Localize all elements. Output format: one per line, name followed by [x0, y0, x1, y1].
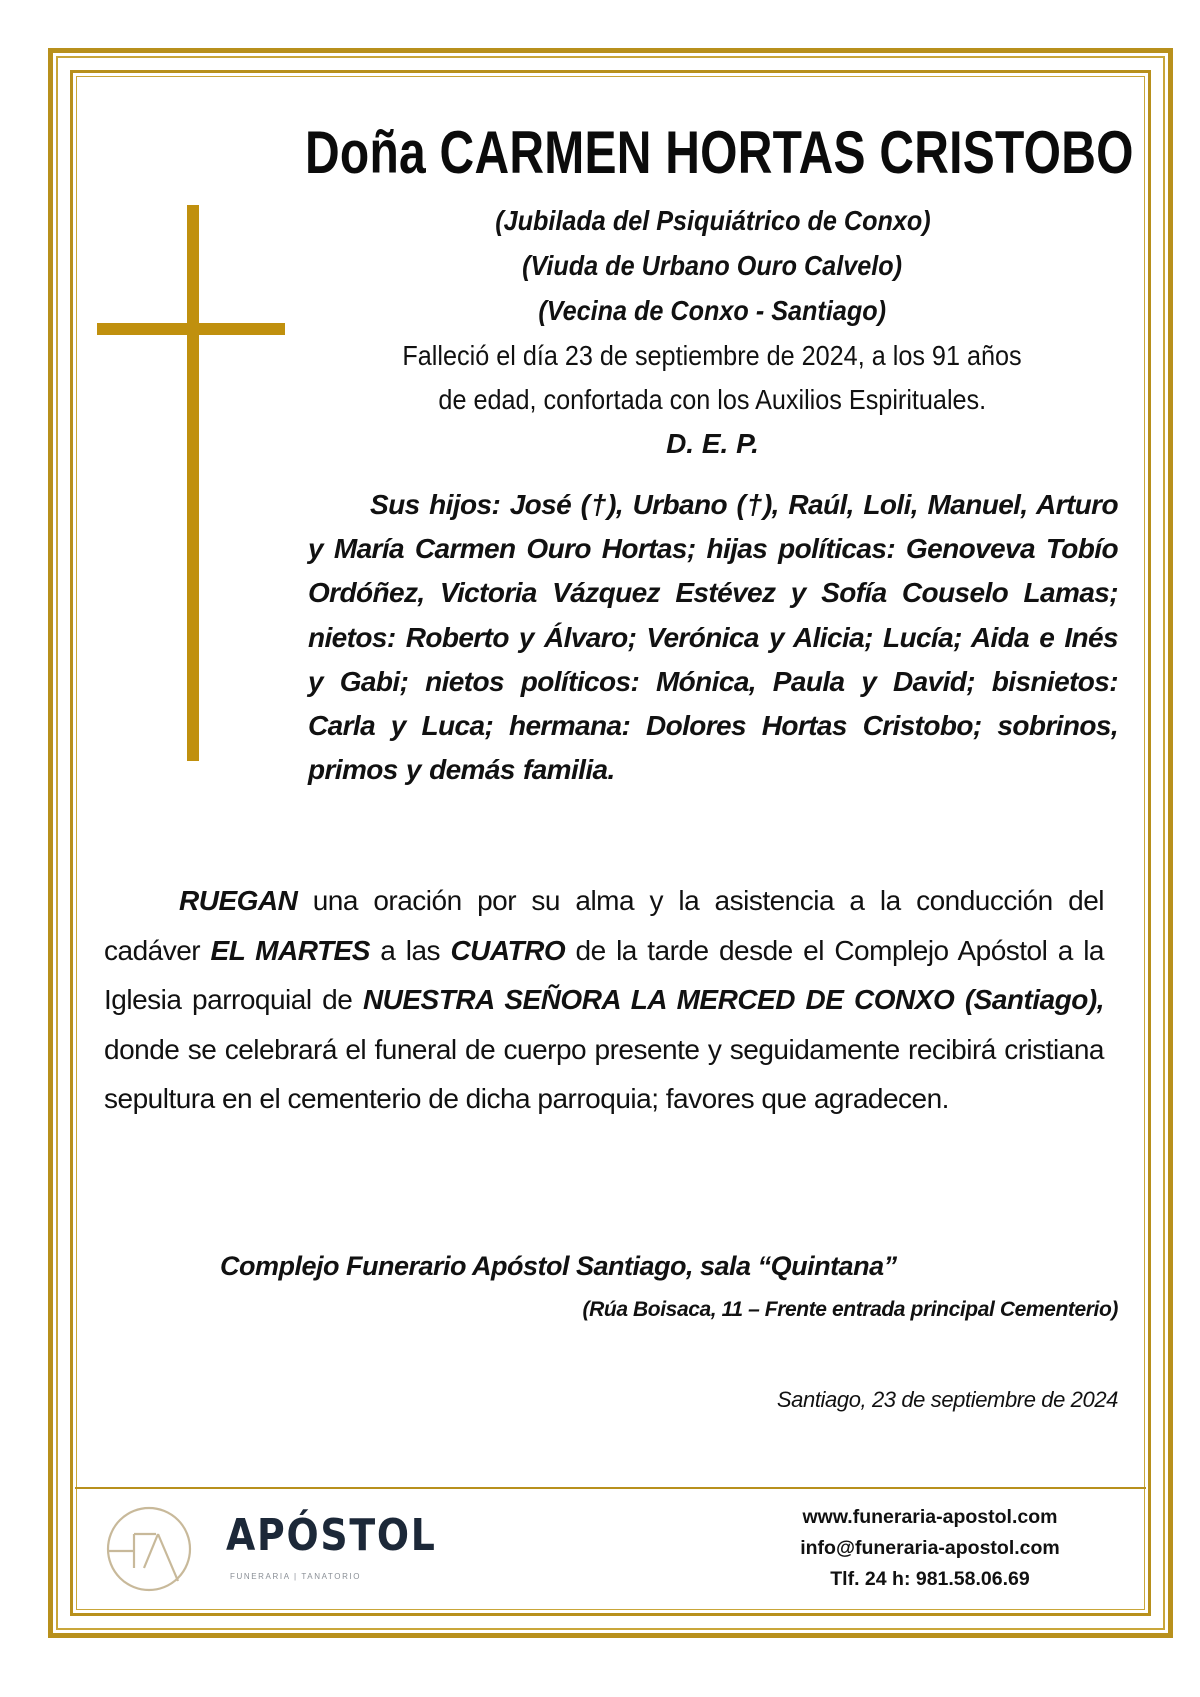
ruegan-paragraph: RUEGAN una oración por su alma y la asistencia a la conducción del cadáver EL MARTES a las CUATRO de la tarde desde el Complejo Apóstol a la Iglesia parroquial de NUESTRA SEÑORA LA MERCED DE CONXO (Santiago), donde se celebrará el funeral de cuerpo presente y seguidamente recibirá cristiana sepultura en el cementerio de dicha parroquia; favores que agradecen. [104, 885, 1104, 1115]
phone-number: Tlf. 24 h: 981.58.06.69 [830, 1568, 1030, 1590]
notice-date: Santiago, 23 de septiembre de 2024 [776, 1387, 1118, 1412]
venue-line: Complejo Funerario Apóstol Santiago, sala “Quintana” [220, 1251, 897, 1281]
email-link[interactable]: info@funeraria-apostol.com [800, 1537, 1060, 1559]
subtitle-line: (Vecina de Conxo - Santiago) [538, 295, 887, 326]
dep-label: D. E. P. [666, 428, 759, 459]
death-notice [305, 334, 1120, 466]
contact-block [770, 1502, 1090, 1595]
subtitle-line: (Jubilada del Psiquiátrico de Conxo) [494, 205, 931, 236]
funeral-day: EL MARTES [210, 934, 370, 966]
church-name: NUESTRA SEÑORA LA MERCED DE CONXO (Santiago), [362, 984, 1104, 1016]
family-paragraph: Sus hijos: José (†), Urbano (†), Raúl, Loli, Manuel, Arturo y María Carmen Ouro Hortas; hijas políticas: Genoveva Tobío Ordóñez, Victoria Vázquez Estévez y Sofía Couselo Lamas; nietos: Roberto y Álvaro; Verónica y Alicia; Lucía; Aida e Inés y Gabi; nietos políticos: Mónica, Paula y David; bisnietos: Carla y Luca; hermana: Dolores Hortas Cristobo; sobrinos, primos y demás familia. [308, 489, 1118, 786]
fa-monogram-icon [104, 1504, 194, 1594]
cross-horizontal-bar [97, 323, 285, 335]
footer-divider [75, 1487, 1146, 1489]
death-notice-line: de edad, confortada con los Auxilios Espirituales. [438, 384, 987, 415]
subtitle-block [305, 198, 1120, 333]
cross-vertical-bar [187, 205, 199, 761]
website-link[interactable]: www.funeraria-apostol.com [802, 1506, 1058, 1528]
funeral-hour: CUATRO [450, 934, 566, 966]
deceased-name-title: Doña CARMEN HORTAS CRISTOBO [305, 119, 1134, 186]
brand-logo-text: APÓSTOL [226, 1510, 437, 1561]
death-notice-line: Falleció el día 23 de septiembre de 2024, a los 91 años [402, 340, 1023, 371]
ruegan-lead: RUEGAN [179, 885, 298, 916]
brand-tagline: FUNERARIA | TANATORIO [230, 1572, 362, 1581]
subtitle-line: (Viuda de Urbano Ouro Calvelo) [522, 250, 903, 281]
venue-address: (Rúa Boisaca, 11 – Frente entrada principal Cementerio) [582, 1298, 1118, 1321]
